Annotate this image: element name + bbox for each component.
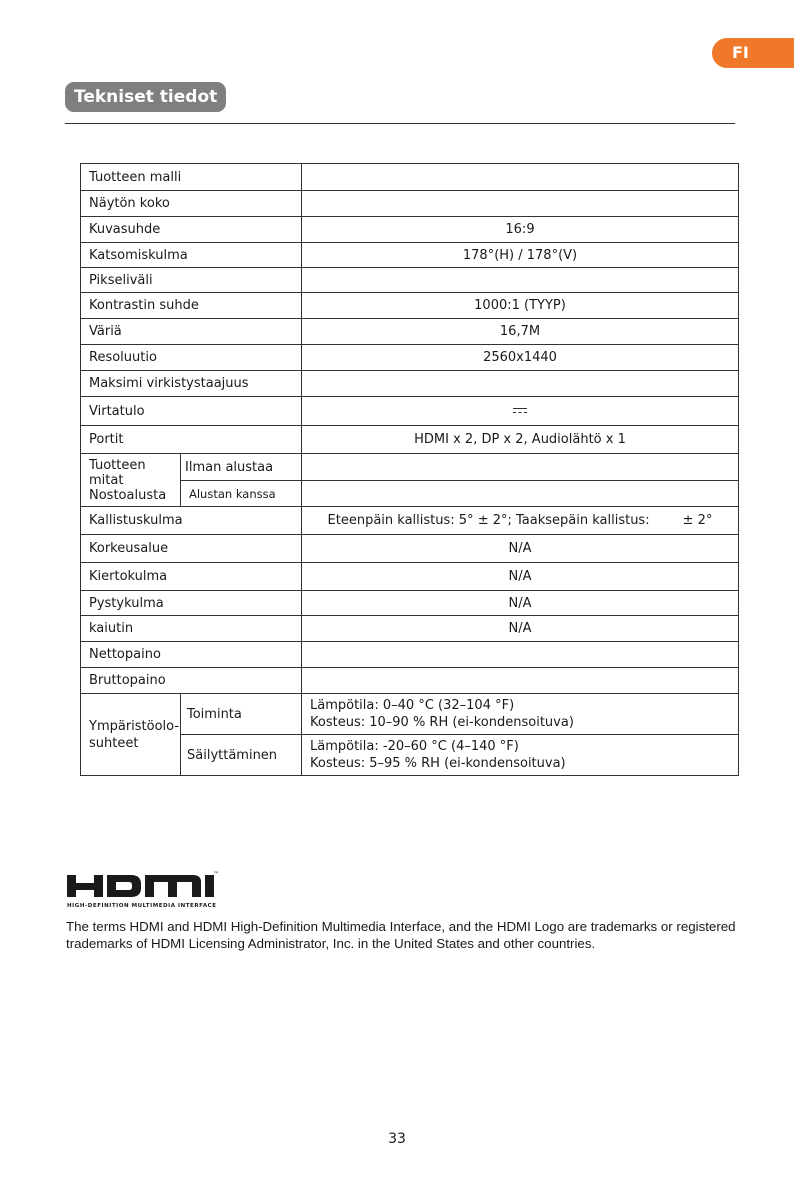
spec-value: 1000:1 (TYYP) [302, 293, 739, 319]
environment-value-line: Kosteus: 5–95 % RH (ei-kondensoituva) [310, 756, 566, 771]
dimensions-label: Tuotteen mitat Nostoalusta [81, 454, 181, 507]
header-divider [65, 123, 735, 124]
spec-value [302, 397, 739, 426]
table-row [81, 668, 739, 694]
table-row [81, 268, 739, 293]
spec-label: Resoluutio [81, 345, 302, 371]
table-row [81, 319, 739, 345]
table-row [81, 507, 739, 535]
environment-sub-label: Toiminta [181, 694, 302, 735]
spec-value: 16,7M [302, 319, 739, 345]
dimensions-sub-label: Alustan kanssa [181, 481, 302, 507]
spec-label: Tuotteen malli [81, 164, 302, 191]
spec-label: Bruttopaino [81, 668, 302, 694]
spec-label: kaiutin [81, 616, 302, 642]
trademark-symbol: ™ [213, 871, 219, 878]
spec-value: 2560x1440 [302, 345, 739, 371]
spec-label: Portit [81, 426, 302, 454]
hdmi-trademark-note: The terms HDMI and HDMI High-Definition Multimedia Interface, and the HDMI Logo are trademarks or registered trademarks of HDMI Licensing Administrator, Inc. in the United States and other countries. [66, 919, 736, 951]
environment-value [302, 694, 739, 735]
table-row [81, 243, 739, 268]
spec-label: Pikseliväli [81, 268, 302, 293]
spec-label: Näytön koko [81, 191, 302, 217]
spec-label: Väriä [81, 319, 302, 345]
spec-value [302, 268, 739, 293]
table-row [81, 217, 739, 243]
spec-label: Kuvasuhde [81, 217, 302, 243]
spec-label: Kiertokulma [81, 563, 302, 591]
spec-label: Maksimi virkistystaajuus [81, 371, 302, 397]
spec-value: N/A [302, 563, 739, 591]
spec-value [302, 191, 739, 217]
environment-label: Ympäristöolo-suhteet [81, 694, 181, 776]
table-row [81, 694, 739, 735]
spec-value: HDMI x 2, DP x 2, Audiolähtö x 1 [302, 426, 739, 454]
table-row [81, 397, 739, 426]
spec-value [302, 668, 739, 694]
spec-label: Korkeusalue [81, 535, 302, 563]
table-row [81, 591, 739, 616]
dc-power-icon [513, 408, 527, 415]
spec-label: Nettopaino [81, 642, 302, 668]
spec-value [302, 454, 739, 481]
spec-value [302, 642, 739, 668]
table-row [81, 563, 739, 591]
table-row [81, 164, 739, 191]
language-tab: FI [712, 38, 794, 68]
spec-value [302, 164, 739, 191]
spec-value: 178°(H) / 178°(V) [302, 243, 739, 268]
table-row [81, 345, 739, 371]
environment-value-line: Lämpötila: 0–40 °C (32–104 °F) [310, 698, 515, 713]
table-row [81, 371, 739, 397]
environment-value-line: Lämpötila: -20–60 °C (4–140 °F) [310, 739, 519, 754]
environment-value [302, 735, 739, 776]
spec-label: Katsomiskulma [81, 243, 302, 268]
environment-value-line: Kosteus: 10–90 % RH (ei-kondensoituva) [310, 715, 574, 730]
spec-value: N/A [302, 616, 739, 642]
environment-sub-label: Säilyttäminen [181, 735, 302, 776]
table-row [81, 454, 739, 481]
spec-value [302, 371, 739, 397]
dimensions-sub-label: Ilman alustaa [181, 454, 302, 481]
table-row [81, 191, 739, 217]
table-row [81, 642, 739, 668]
spec-value [302, 481, 739, 507]
table-row [81, 616, 739, 642]
table-row [81, 293, 739, 319]
spec-value: Eteenpäin kallistus: 5° ± 2°; Taaksepäin kallistus: ± 2° [302, 507, 739, 535]
spec-label: Kontrastin suhde [81, 293, 302, 319]
table-row [81, 426, 739, 454]
section-title: Tekniset tiedot [65, 82, 226, 112]
page-number: 33 [388, 1131, 406, 1147]
spec-label: Virtatulo [81, 397, 302, 426]
table-row [81, 535, 739, 563]
spec-label: Kallistuskulma [81, 507, 302, 535]
hdmi-logo [67, 872, 227, 916]
hdmi-logo-subtitle: HIGH-DEFINITION MULTIMEDIA INTERFACE [67, 903, 217, 909]
spec-value: N/A [302, 591, 739, 616]
spec-value: N/A [302, 535, 739, 563]
spec-label: Pystykulma [81, 591, 302, 616]
spec-table [80, 163, 739, 776]
spec-value: 16:9 [302, 217, 739, 243]
